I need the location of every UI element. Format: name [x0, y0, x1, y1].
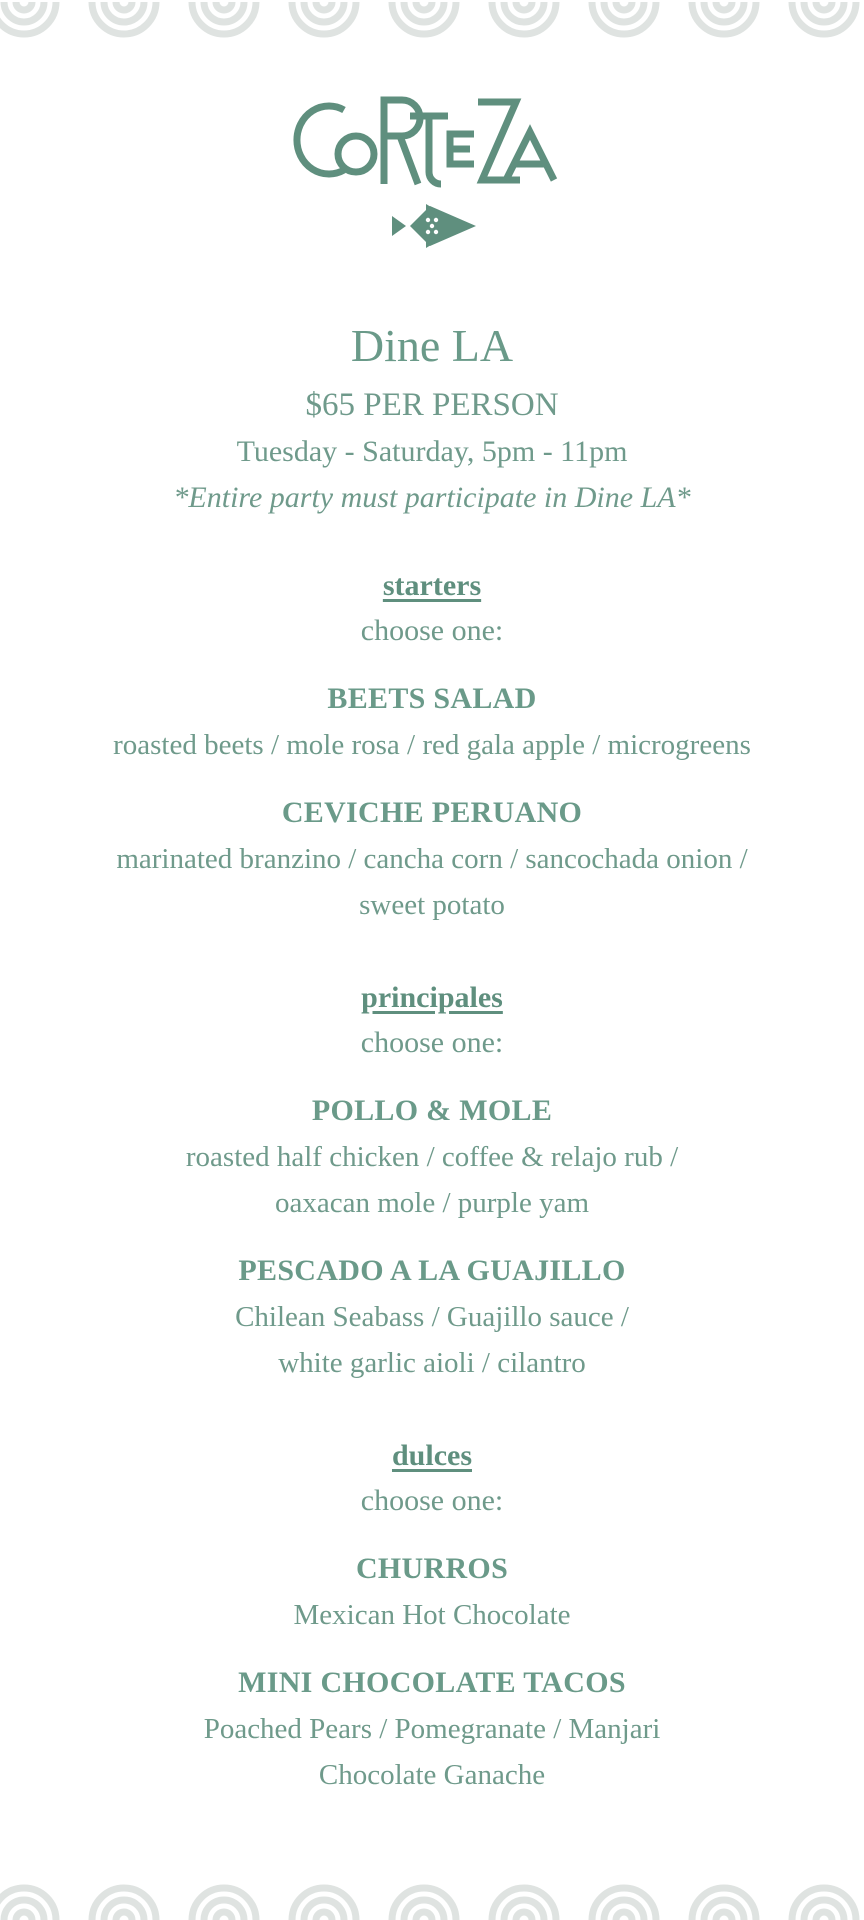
section-dulces — [0, 1434, 864, 1798]
section-title: dulces — [391, 1439, 472, 1472]
dish-description: Chocolate Ganache — [318, 1759, 546, 1791]
price-label: $65 PER PERSON — [305, 387, 559, 423]
arch-pattern-top — [0, 0, 864, 64]
menu-content — [0, 312, 864, 1798]
dish-item — [0, 1088, 864, 1226]
section-title: starters — [382, 569, 482, 602]
dish-item — [0, 676, 864, 768]
dish-item — [0, 1248, 864, 1386]
decorative-border-top — [0, 0, 864, 64]
fish-icon-graphic — [384, 200, 480, 256]
dish-description: Mexican Hot Chocolate — [293, 1599, 571, 1631]
dish-name: MINI CHOCOLATE TACOS — [238, 1666, 626, 1699]
dish-name: BEETS SALAD — [327, 682, 537, 715]
dish-description: white garlic aioli / cilantro — [278, 1347, 586, 1379]
dish-name: PESCADO A LA GUAJILLO — [238, 1254, 626, 1287]
decorative-border-bottom — [0, 1856, 864, 1920]
choose-label: choose one: — [360, 1026, 504, 1059]
hours-label: Tuesday - Saturday, 5pm - 11pm — [236, 435, 628, 468]
section-principales — [0, 976, 864, 1386]
dish-description: sweet potato — [359, 889, 505, 921]
arch-pattern-bottom — [0, 1856, 864, 1920]
section-starters — [0, 564, 864, 928]
corteza-logo — [0, 92, 864, 193]
dish-name: POLLO & MOLE — [311, 1094, 553, 1127]
choose-label: choose one: — [360, 614, 504, 647]
choose-label: choose one: — [360, 1484, 504, 1517]
dish-description: marinated branzino / cancha corn / sancochada onion / — [116, 843, 748, 875]
dish-description: Poached Pears / Pomegranate / Manjari — [203, 1713, 661, 1745]
dish-description: oaxacan mole / purple yam — [274, 1187, 590, 1219]
dish-name: CEVICHE PERUANO — [281, 796, 583, 829]
dish-item — [0, 1546, 864, 1638]
fish-icon — [0, 200, 864, 261]
dish-description: roasted beets / mole rosa / red gala apple / microgreens — [113, 729, 751, 761]
dish-item — [0, 790, 864, 928]
dish-item — [0, 1660, 864, 1798]
logo-wordmark — [292, 92, 572, 188]
page-title: Dine LA — [350, 320, 514, 371]
dish-name: CHURROS — [355, 1552, 509, 1585]
section-title: principales — [361, 981, 503, 1014]
dish-description: roasted half chicken / coffee & relajo rub / — [185, 1141, 679, 1173]
participation-note: *Entire party must participate in Dine LA* — [173, 481, 691, 514]
dish-description: Chilean Seabass / Guajillo sauce / — [235, 1301, 629, 1333]
